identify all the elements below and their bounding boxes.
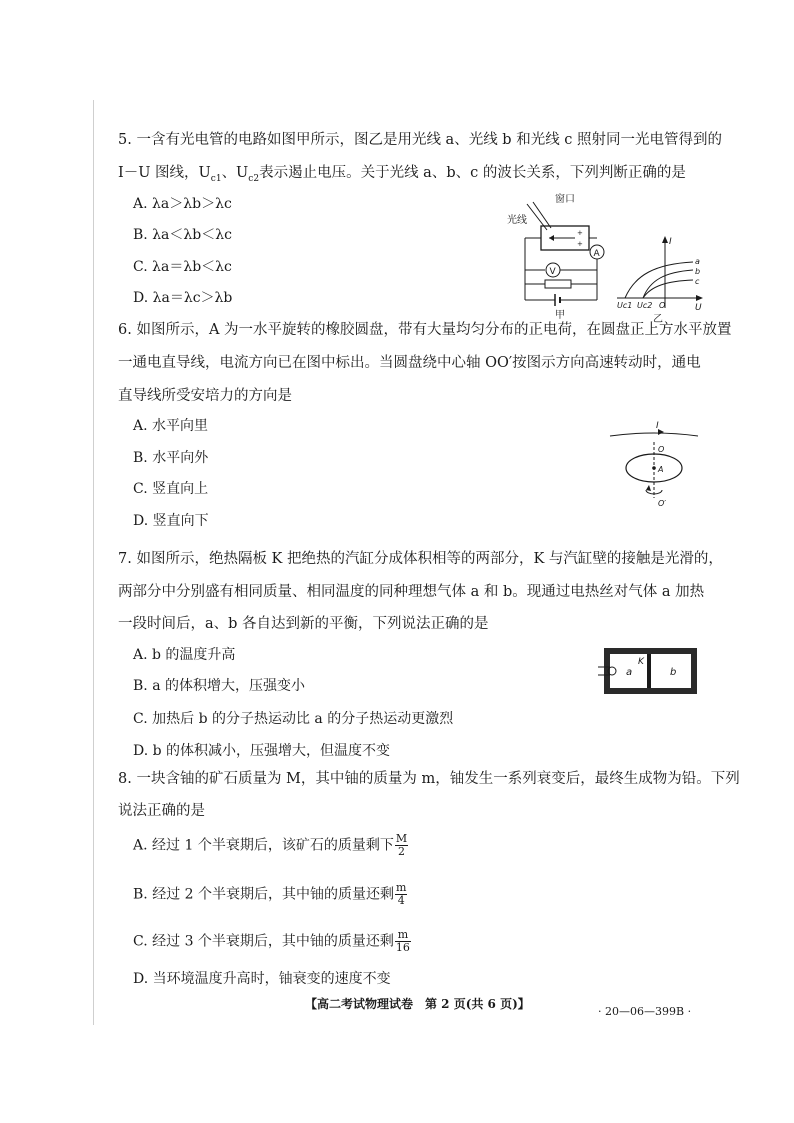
label-light: 光线 [507,215,527,226]
label-window: 窗口 [555,194,575,205]
q5-stem-line2: I－U 图线，$U_{c1}$、$U_{c2}$表示遏止电压。关于光线 a、b、c 的波长关系，下列判断正确的是 [118,165,686,184]
q7-figure-cylinder [598,645,703,697]
q5-option-d[interactable]: D. λa＝λc＞λb [133,290,233,306]
footer-page-info: 【高二考试物理试卷 第 2 页(共 6 页)】 [305,997,530,1011]
label-uc1: Uc1 [617,301,633,310]
svg-text:+: + [577,240,583,248]
page-margin-line [93,100,94,1025]
q7-stem-line1: 7. 如图所示，绝热隔板 K 把绝热的汽缸分成体积相等的两部分，K 与汽缸壁的接触是光滑的， [118,551,723,567]
q7-stem-line2: 两部分中分别盛有相同质量、相同温度的同种理想气体 a 和 b。现通过电热丝对气体 a 加热 [118,584,705,600]
label-gas-a: a [626,667,633,678]
q5-figure-yi [615,230,705,325]
label-partition-k: K [638,657,644,667]
label-axis-i: I [669,237,672,247]
caption-yi: 乙 [653,314,663,325]
q8-option-c[interactable]: C. 经过 3 个半衰期后，其中铀的质量还剩 $\frac{m}{16}$ [133,928,410,954]
label-curve-a: a [695,257,700,266]
q8-stem-line2: 说法正确的是 [118,803,205,819]
caption-jia: 甲 [555,310,565,320]
label-voltmeter: V [549,267,556,277]
q7-stem-line3: 一段时间后，a、b 各自达到新的平衡，下列说法正确的是 [118,616,489,632]
q6-option-b[interactable]: B. 水平向外 [133,450,209,466]
label-disk-a: A [658,465,664,474]
q7-option-b[interactable]: B. a 的体积增大，压强变小 [133,678,305,694]
q5-option-a[interactable]: A. λa＞λb＞λc [133,196,232,212]
q8-stem-line1: 8. 一块含铀的矿石质量为 M，其中铀的质量为 m，铀发生一系列衰变后，最终生成物为铅。下列 [118,771,740,787]
label-o-prime: O′ [658,499,667,508]
q6-figure [598,420,708,510]
q7-option-a[interactable]: A. b 的温度升高 [133,647,236,663]
q5-figure-jia [505,190,615,320]
fraction-m-over-2: $\frac{M}{2}$ [395,832,408,858]
fraction-m-over-16: $\frac{m}{16}$ [395,928,410,954]
q5-option-c[interactable]: C. λa＝λb＜λc [133,259,232,275]
label-current-i: I [656,421,659,431]
q6-option-c[interactable]: C. 竖直向上 [133,481,209,497]
label-curve-b: b [695,267,701,276]
q6-option-d[interactable]: D. 竖直向下 [133,513,209,529]
q7-option-d[interactable]: D. b 的体积减小，压强增大，但温度不变 [133,743,391,759]
footer-code: · 20—06—399B · [598,1005,692,1018]
q6-option-a[interactable]: A. 水平向里 [133,418,209,434]
label-origin: O [659,301,666,310]
fraction-m-over-4: $\frac{m}{4}$ [396,881,407,907]
q6-stem-line2: 一通电直导线，电流方向已在图中标出。当圆盘绕中心轴 OO′按图示方向高速转动时，通电 [118,355,701,371]
label-o: O [658,445,665,454]
q6-stem-line3: 直导线所受安培力的方向是 [118,388,292,404]
q5-option-b[interactable]: B. λa＜λb＜λc [133,227,232,243]
q6-stem-line1: 6. 如图所示，A 为一水平旋转的橡胶圆盘，带有大量均匀分布的正电荷，在圆盘正上方水平放置 [118,322,732,338]
label-axis-u: U [695,303,702,313]
label-uc2: Uc2 [637,301,653,310]
q7-option-c[interactable]: C. 加热后 b 的分子热运动比 a 的分子热运动更激烈 [133,711,454,727]
label-gas-b: b [670,667,677,678]
label-ammeter: A [593,249,600,259]
q5-stem-line1: 5. 一含有光电管的电路如图甲所示，图乙是用光线 a、光线 b 和光线 c 照射同一光电管得到的 [118,132,723,148]
svg-text:+: + [577,229,583,237]
q8-option-d[interactable]: D. 当环境温度升高时，铀衰变的速度不变 [133,971,391,987]
label-curve-c: c [695,277,700,286]
q8-option-a[interactable]: A. 经过 1 个半衰期后，该矿石的质量剩下 $\frac{M}{2}$ [133,832,408,858]
q8-option-b[interactable]: B. 经过 2 个半衰期后，其中铀的质量还剩 $\frac{m}{4}$ [133,881,407,907]
